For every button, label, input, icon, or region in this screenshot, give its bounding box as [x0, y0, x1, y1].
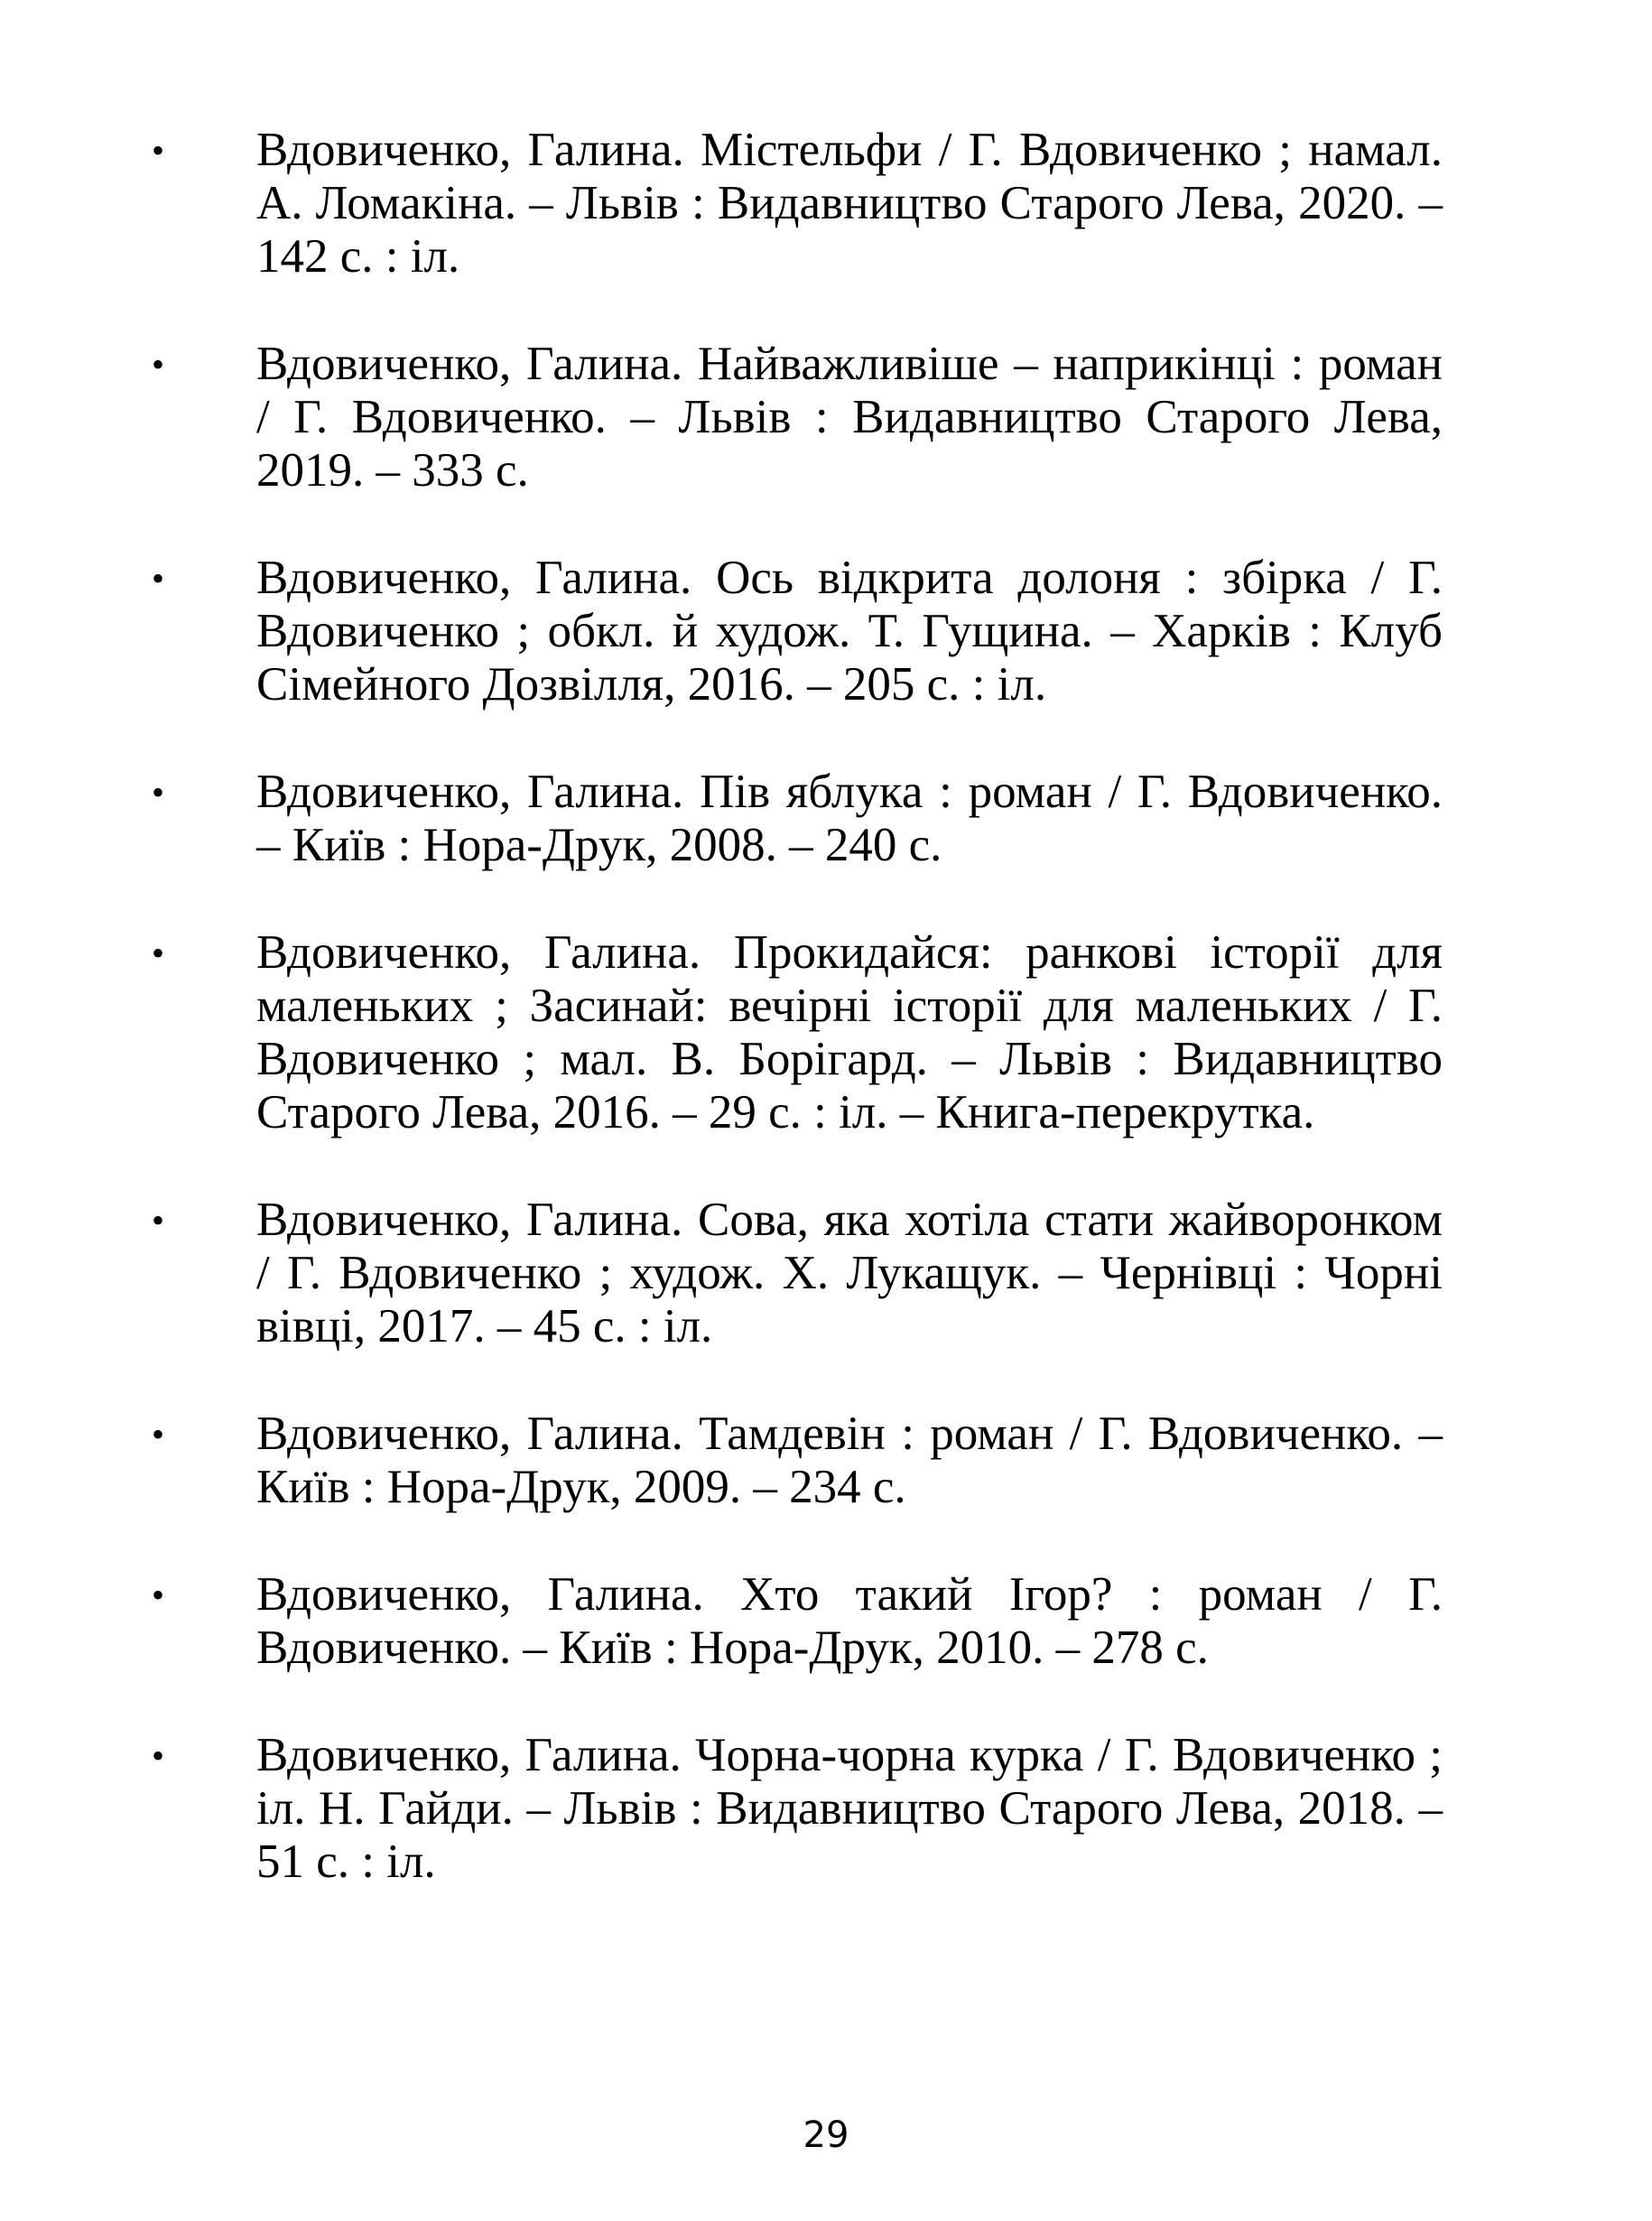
bibliography-list — [152, 124, 1443, 1943]
entry-text: Вдовиченко, Галина. Пів яблука : роман / Г. Вдовиченко. – Київ : Нора-Друк, 2008. – 240 с. — [256, 766, 1443, 871]
entry-text: Вдовиченко, Галина. Ось відкрита долоня : збірка / Г. Вдовиченко ; обкл. й худож. Т. Гущина. – Харків : Клуб Сімейного Дозвілля, 2016. – 205 с. : іл. — [256, 552, 1443, 711]
bibliography-entry — [152, 1729, 1443, 1889]
entry-text: Вдовиченко, Галина. Тамдевін : роман / Г. Вдовиченко. – Київ : Нора-Друк, 2009. – 234 с. — [256, 1408, 1443, 1513]
bullet-icon: • — [152, 344, 165, 385]
entry-text: Вдовиченко, Галина. Чорна-чорна курка / Г. Вдовиченко ; іл. Н. Гайди. – Львів : Видавництво Старого Лева, 2018. – 51 с. : іл. — [256, 1729, 1443, 1888]
bullet-icon: • — [152, 558, 165, 599]
page-number: 29 — [803, 2114, 849, 2156]
entry-text: Вдовиченко, Галина. Прокидайся: ранкові історії для маленьких ; Засинай: вечірні історії для маленьких / Г. Вдовиченко ; мал. В. Борігард. – Львів : Видавництво Старого Лева, 2016. – 29 с. : іл. – Книга-перекрутка. — [256, 926, 1443, 1138]
bibliography-entry — [152, 552, 1443, 711]
bullet-icon: • — [152, 1200, 165, 1241]
bibliography-entry — [152, 1568, 1443, 1675]
bullet-icon: • — [152, 1735, 165, 1776]
bullet-icon: • — [152, 1414, 165, 1454]
entry-text: Вдовиченко, Галина. Містельфи / Г. Вдовиченко ; намал. А. Ломакіна. – Львів : Видавництво Старого Лева, 2020. – 142 с. : іл. — [256, 124, 1443, 283]
bullet-icon: • — [152, 933, 165, 973]
entry-text: Вдовиченко, Галина. Найважливіше – наприкінці : роман / Г. Вдовиченко. – Львів : Видавництво Старого Лева, 2019. – 333 с. — [256, 338, 1443, 497]
entry-text: Вдовиченко, Галина. Хто такий Ігор? : роман / Г. Вдовиченко. – Київ : Нора-Друк, 2010. – 278 с. — [256, 1568, 1443, 1674]
bibliography-entry — [152, 1194, 1443, 1353]
bullet-icon: • — [152, 772, 165, 813]
bibliography-entry — [152, 124, 1443, 283]
bibliography-entry — [152, 338, 1443, 497]
bibliography-entry — [152, 926, 1443, 1139]
bullet-icon: • — [152, 1575, 165, 1615]
entry-text: Вдовиченко, Галина. Сова, яка хотіла стати жайворонком / Г. Вдовиченко ; худож. Х. Лукащук. – Чернівці : Чорні вівці, 2017. – 45 с. : іл. — [256, 1194, 1443, 1352]
bibliography-entry — [152, 766, 1443, 872]
bibliography-entry — [152, 1408, 1443, 1514]
bullet-icon: • — [152, 130, 165, 171]
